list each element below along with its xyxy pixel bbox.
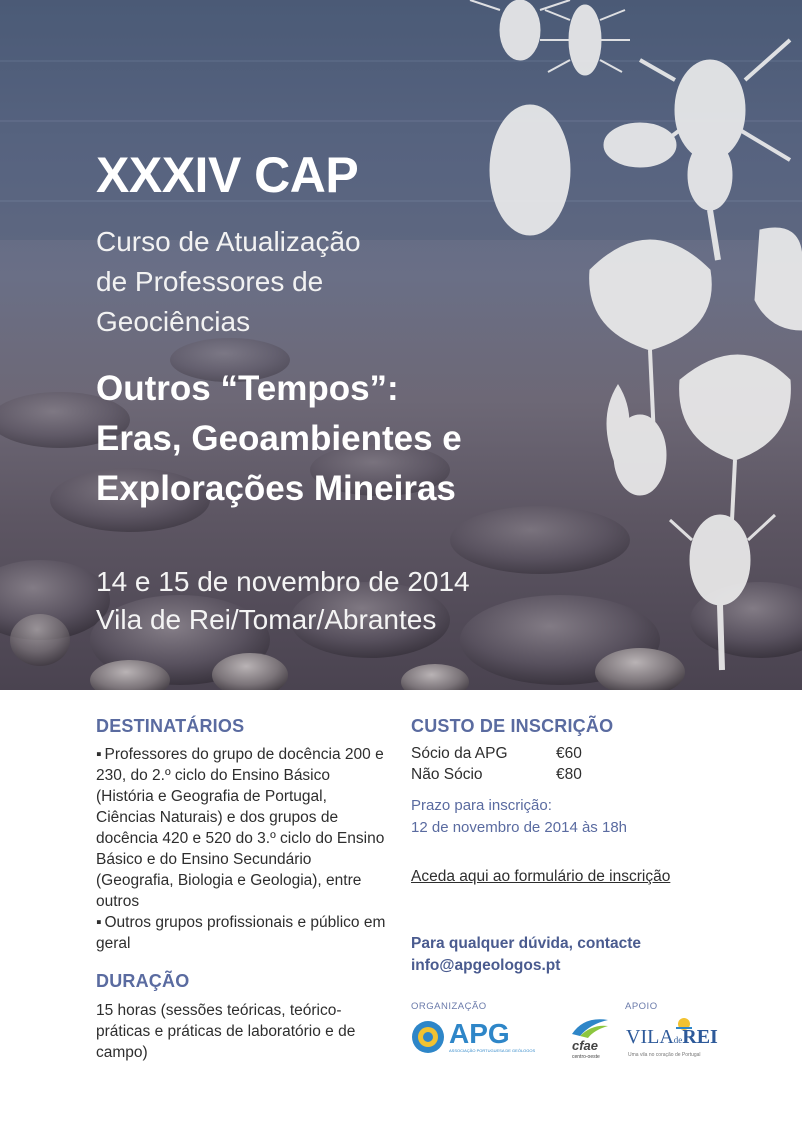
price-value-nao-socio: €80 xyxy=(556,766,582,783)
list-item: ▪ Outros grupos profissionais e público em geral xyxy=(96,912,386,954)
subtitle-line: Curso de Atualização xyxy=(96,226,361,257)
theme-line: Eras, Geoambientes e xyxy=(96,419,462,458)
cfae-logo xyxy=(568,1016,613,1066)
cfae-subtitle: centro-oeste xyxy=(572,1054,600,1060)
duracao-text: 15 horas (sessões teóricas, teórico-práticas e práticas de laboratório e de campo) xyxy=(96,1002,356,1061)
subtitle-line: de Professores de xyxy=(96,266,324,297)
price-value-socio: €60 xyxy=(556,745,582,762)
vila-de-rei-logo xyxy=(624,1014,724,1062)
event-theme xyxy=(96,364,576,514)
deadline-label: Prazo para inscrição: xyxy=(411,797,552,814)
price-label-nao-socio: Não Sócio xyxy=(411,766,483,783)
custo-heading: CUSTO DE INSCRIÇÃO xyxy=(411,716,614,736)
vila-tagline: Uma vila no coração de Portugal xyxy=(628,1052,701,1058)
subtitle-line: Geociências xyxy=(96,306,251,337)
event-title: XXXIV CAP xyxy=(96,147,359,203)
destinatarios-list xyxy=(96,744,386,954)
event-location: Vila de Rei/Tomar/Abrantes xyxy=(96,604,437,635)
vila-word-a: VILA xyxy=(626,1026,674,1048)
event-date-location xyxy=(96,563,470,639)
organizacao-label: ORGANIZAÇÃO xyxy=(411,1001,487,1012)
vila-word-c: REI xyxy=(682,1026,718,1048)
event-subtitle xyxy=(96,222,456,342)
destinatarios-heading: DESTINATÁRIOS xyxy=(96,716,245,736)
theme-line: Outros “Tempos”: xyxy=(96,369,399,408)
contact-email[interactable]: info@apgeologos.pt xyxy=(411,957,561,974)
contact-block xyxy=(411,933,641,977)
apg-wordmark: APG xyxy=(449,1018,510,1049)
cfae-swoosh-icon xyxy=(570,1016,610,1038)
apg-logo xyxy=(411,1020,561,1056)
vila-word-b: de xyxy=(673,1035,683,1045)
price-label-socio: Sócio da APG xyxy=(411,745,508,762)
vila-wordmark xyxy=(626,1026,718,1049)
apoio-label: APOIO xyxy=(625,1001,658,1012)
event-date: 14 e 15 de novembro de 2014 xyxy=(96,566,470,597)
deadline xyxy=(411,795,627,839)
deadline-date: 12 de novembro de 2014 às 18h xyxy=(411,819,627,836)
registration-form-link[interactable]: Aceda aqui ao formulário de inscrição xyxy=(411,868,671,885)
theme-line: Explorações Mineiras xyxy=(96,469,456,508)
list-item: ▪ Professores do grupo de docência 200 e 230, do 2.º ciclo do Ensino Básico (História e Geografia de Portugal, Ciências Naturais) e dos grupos de docência 420 e 520 do 3.º ciclo do Ensino Básico e do Ensino Secundário (Geografia, Biologia e Geologia), entre outros xyxy=(96,744,386,912)
apg-globe-icon xyxy=(411,1020,445,1054)
apg-subtitle: ASSOCIAÇÃO PORTUGUESA DE GEÓLOGOS xyxy=(449,1048,536,1053)
cfae-wordmark: cfae xyxy=(572,1038,599,1053)
contact-line: Para qualquer dúvida, contacte xyxy=(411,935,641,952)
duracao-heading: DURAÇÃO xyxy=(96,971,190,991)
